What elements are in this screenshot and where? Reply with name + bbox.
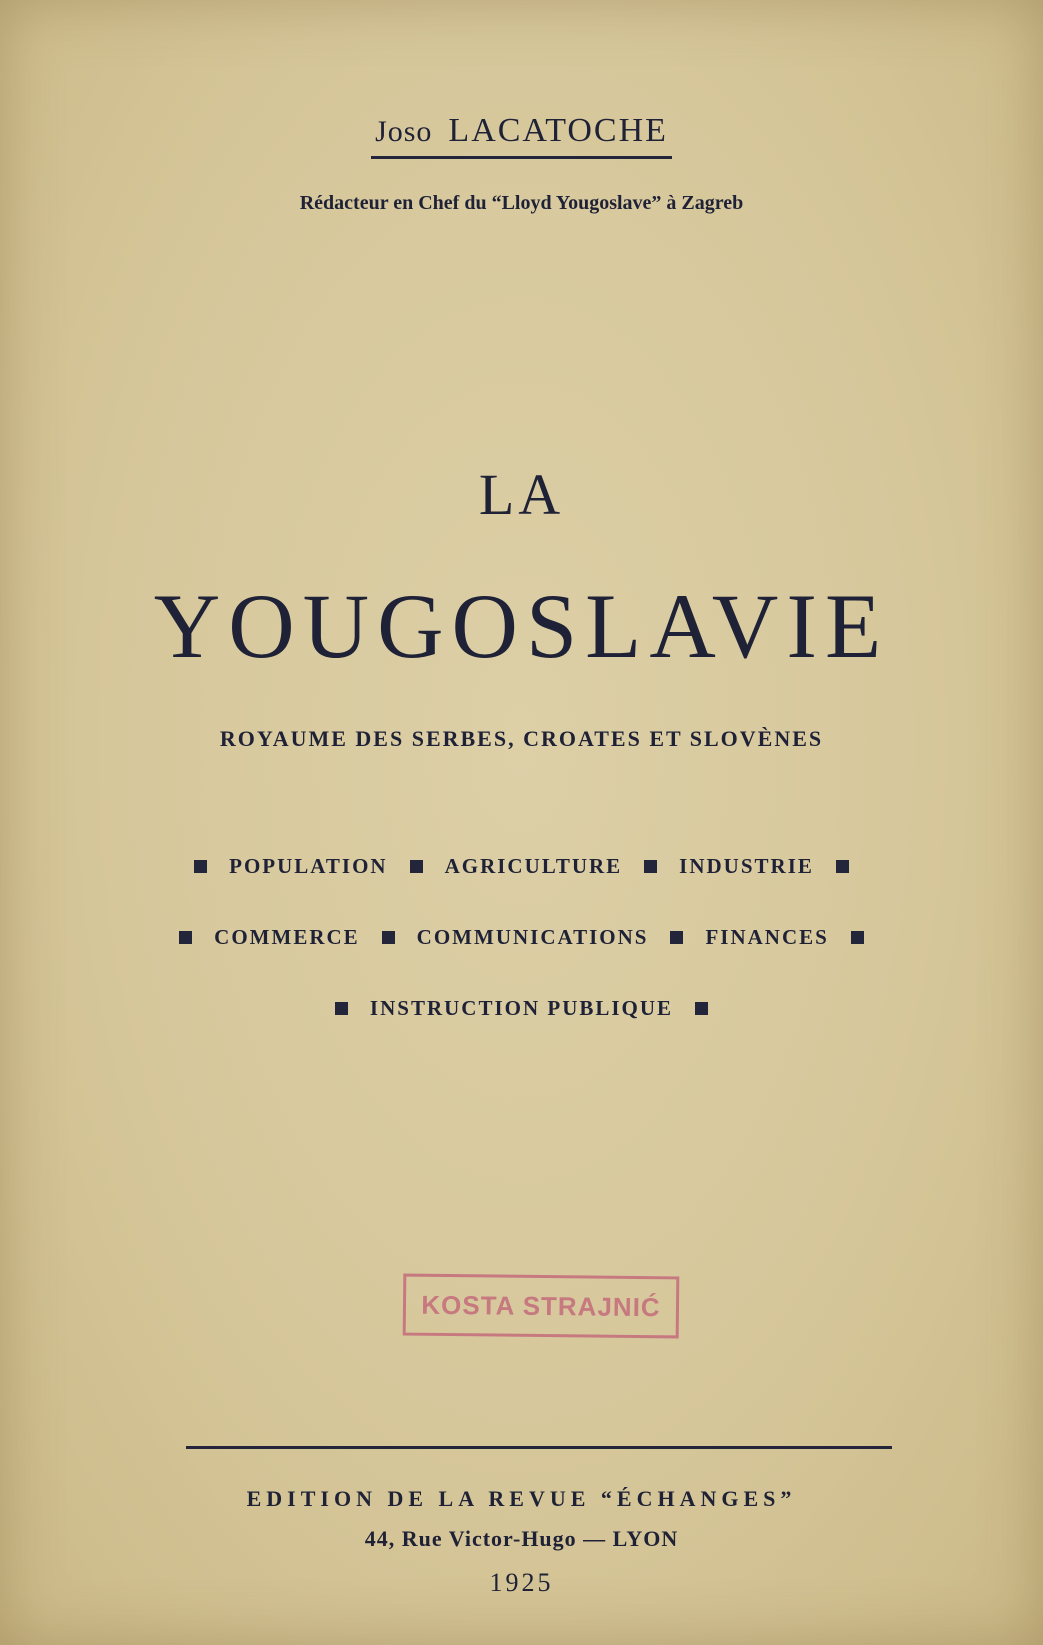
square-bullet-icon <box>644 860 657 873</box>
author-first-name: Joso <box>375 115 433 148</box>
square-bullet-icon <box>194 860 207 873</box>
publisher-address: 44, Rue Victor-Hugo — LYON <box>364 1526 679 1551</box>
square-bullet-icon <box>410 860 423 873</box>
square-bullet-icon <box>851 931 864 944</box>
divider-rule <box>186 1446 892 1449</box>
publication-year: 1925 <box>489 1568 554 1597</box>
topics-line-1 <box>0 854 1043 879</box>
topic-population: POPULATION <box>229 854 388 878</box>
square-bullet-icon <box>836 860 849 873</box>
topic-industrie: INDUSTRIE <box>679 854 814 878</box>
owner-stamp <box>403 1274 680 1339</box>
square-bullet-icon <box>382 931 395 944</box>
author-role: Rédacteur en Chef du “Lloyd Yougoslave” à Zagreb <box>299 192 744 214</box>
title-line-2: YOUGOSLAVIE <box>153 575 890 677</box>
topics-line-2 <box>0 925 1043 950</box>
author-block <box>0 112 1043 159</box>
title-line-1: LA <box>478 462 565 527</box>
square-bullet-icon <box>179 931 192 944</box>
topic-agriculture: AGRICULTURE <box>444 854 623 878</box>
author-last-name: LACATOCHE <box>448 112 668 149</box>
square-bullet-icon <box>335 1002 348 1015</box>
topic-instruction-publique: INSTRUCTION PUBLIQUE <box>369 996 674 1020</box>
topics-line-3 <box>0 996 1043 1021</box>
topic-commerce: COMMERCE <box>214 925 360 949</box>
topic-finances: FINANCES <box>705 925 829 949</box>
author-name <box>371 112 672 159</box>
stamp-text: KOSTA STRAJNIĆ <box>421 1289 661 1322</box>
square-bullet-icon <box>695 1002 708 1015</box>
topic-communications: COMMUNICATIONS <box>416 925 649 949</box>
publisher-name: EDITION DE LA REVUE “ÉCHANGES” <box>246 1486 797 1511</box>
subtitle: ROYAUME DES SERBES, CROATES ET SLOVÈNES <box>219 726 824 751</box>
square-bullet-icon <box>670 931 683 944</box>
